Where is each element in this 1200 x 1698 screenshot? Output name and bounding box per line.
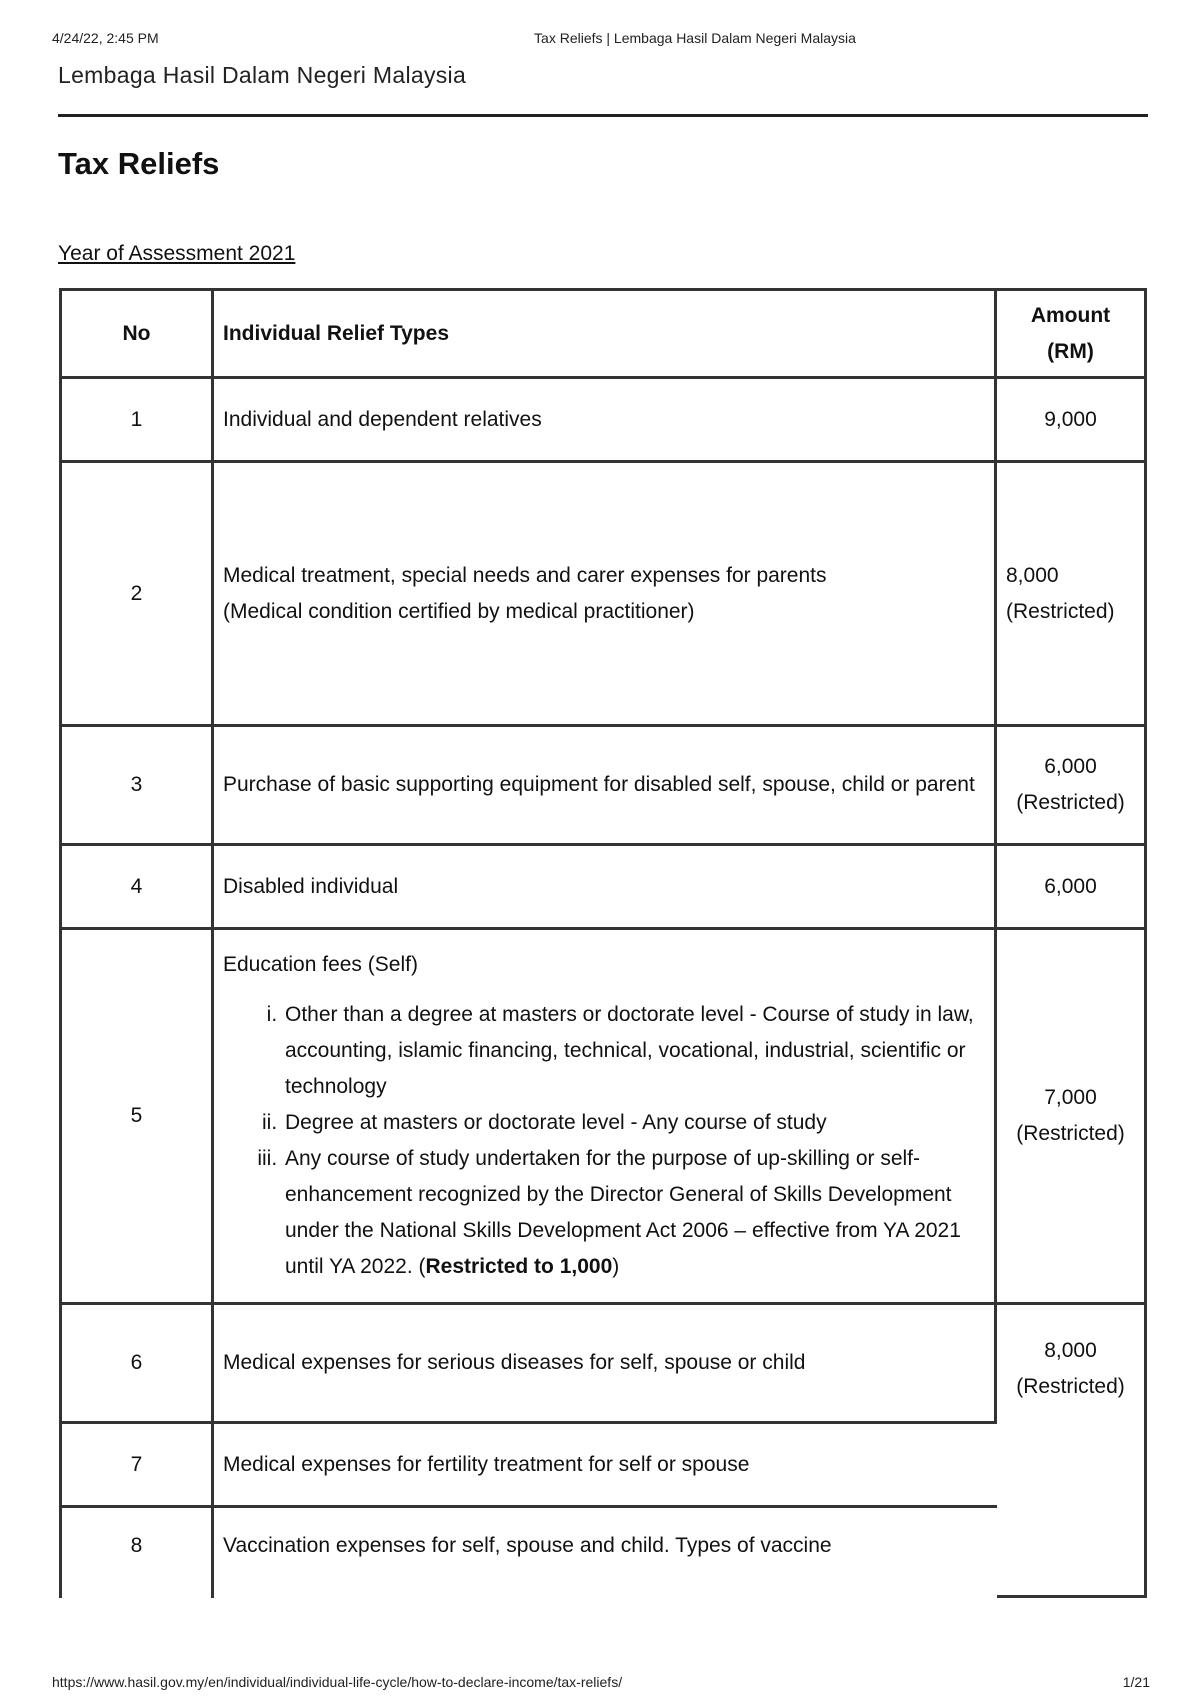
amount-value: 8,000 bbox=[1044, 1339, 1097, 1362]
amount-note: (Restricted) bbox=[1006, 599, 1115, 623]
header-amount: Amount (RM) bbox=[997, 291, 1144, 379]
relief-type: Disabled individual bbox=[214, 846, 997, 930]
table-row bbox=[62, 379, 1144, 463]
amount-value: 8,000 bbox=[1006, 563, 1059, 587]
relief-type bbox=[214, 463, 997, 727]
header-relief-types: Individual Relief Types bbox=[214, 291, 997, 379]
row-number: 5 bbox=[62, 930, 214, 1305]
amount-note: (Restricted) bbox=[1016, 1122, 1125, 1145]
page-title: Tax Reliefs bbox=[58, 146, 220, 181]
header-no: No bbox=[62, 291, 214, 379]
amount-value: 7,000 bbox=[1044, 1086, 1097, 1109]
relief-type-text: Education fees (Self) bbox=[223, 953, 418, 976]
relief-type: Purchase of basic supporting equipment for disabled self, spouse, child or parent bbox=[214, 727, 997, 846]
table-row bbox=[62, 463, 1144, 727]
relief-amount bbox=[997, 930, 1144, 1305]
tax-relief-table bbox=[59, 288, 1147, 1598]
row-number: 7 bbox=[62, 1424, 214, 1508]
year-of-assessment-link[interactable]: Year of Assessment 2021 bbox=[58, 242, 296, 265]
row-number: 1 bbox=[62, 379, 214, 463]
amount-note: (Restricted) bbox=[1016, 791, 1125, 814]
row-number: 2 bbox=[62, 463, 214, 727]
table-row bbox=[62, 727, 1144, 846]
print-page-number: 1/21 bbox=[1122, 1674, 1150, 1690]
relief-type: Medical expenses for serious diseases for self, spouse or child bbox=[214, 1305, 997, 1424]
row-number: 4 bbox=[62, 846, 214, 930]
amount-value: 6,000 bbox=[1044, 874, 1097, 898]
relief-amount bbox=[997, 1305, 1144, 1598]
relief-type-text: Medical treatment, special needs and carer expenses for parents bbox=[223, 563, 827, 587]
table-row bbox=[62, 1424, 1144, 1508]
relief-type: Individual and dependent relatives bbox=[214, 379, 997, 463]
list-item bbox=[283, 1141, 985, 1285]
amount-value: 6,000 bbox=[1044, 755, 1097, 778]
list-item: i. Other than a degree at masters or doctorate level - Course of study in law, accounting, islamic financing, technical, vocational, industrial, scientific or technology bbox=[283, 997, 985, 1105]
row-number: 6 bbox=[62, 1305, 214, 1424]
table-row bbox=[62, 930, 1144, 1305]
table-header-row bbox=[62, 291, 1144, 379]
table-row bbox=[62, 1305, 1144, 1424]
row-number: 8 bbox=[62, 1508, 214, 1598]
print-page-title: Tax Reliefs | Lembaga Hasil Dalam Negeri Malaysia bbox=[534, 30, 856, 46]
table-row bbox=[62, 846, 1144, 930]
relief-amount bbox=[997, 379, 1144, 463]
list-item-closing: ) bbox=[612, 1255, 620, 1278]
restricted-amount-note: Restricted to 1,000 bbox=[425, 1255, 613, 1278]
list-item-text: Any course of study undertaken for the purpose of up-skilling or self-enhancement recognized by the Director General of Skills Development under the National Skills Development Act 2006 – effective from YA 2021 until YA 2022. ( bbox=[285, 1147, 961, 1278]
education-course-list bbox=[223, 997, 985, 1285]
list-item: ii. Degree at masters or doctorate level - Any course of study bbox=[283, 1105, 985, 1141]
print-url: https://www.hasil.gov.my/en/individual/individual-life-cycle/how-to-declare-income/tax-reliefs/ bbox=[52, 1674, 623, 1690]
relief-type-note: (Medical condition certified by medical practitioner) bbox=[223, 599, 695, 623]
row-number: 3 bbox=[62, 727, 214, 846]
table-row bbox=[62, 1508, 1144, 1598]
header-divider bbox=[58, 114, 1148, 117]
amount-note: (Restricted) bbox=[1016, 1375, 1125, 1398]
relief-type bbox=[214, 930, 997, 1305]
relief-amount bbox=[997, 846, 1144, 930]
amount-value: 9,000 bbox=[1044, 407, 1097, 431]
relief-amount bbox=[997, 463, 1144, 727]
relief-amount bbox=[997, 727, 1144, 846]
relief-type: Medical expenses for fertility treatment for self or spouse bbox=[214, 1424, 997, 1508]
print-datetime: 4/24/22, 2:45 PM bbox=[52, 30, 159, 46]
relief-type: Vaccination expenses for self, spouse and child. Types of vaccine bbox=[223, 1534, 832, 1557]
site-name[interactable]: Lembaga Hasil Dalam Negeri Malaysia bbox=[58, 62, 467, 88]
